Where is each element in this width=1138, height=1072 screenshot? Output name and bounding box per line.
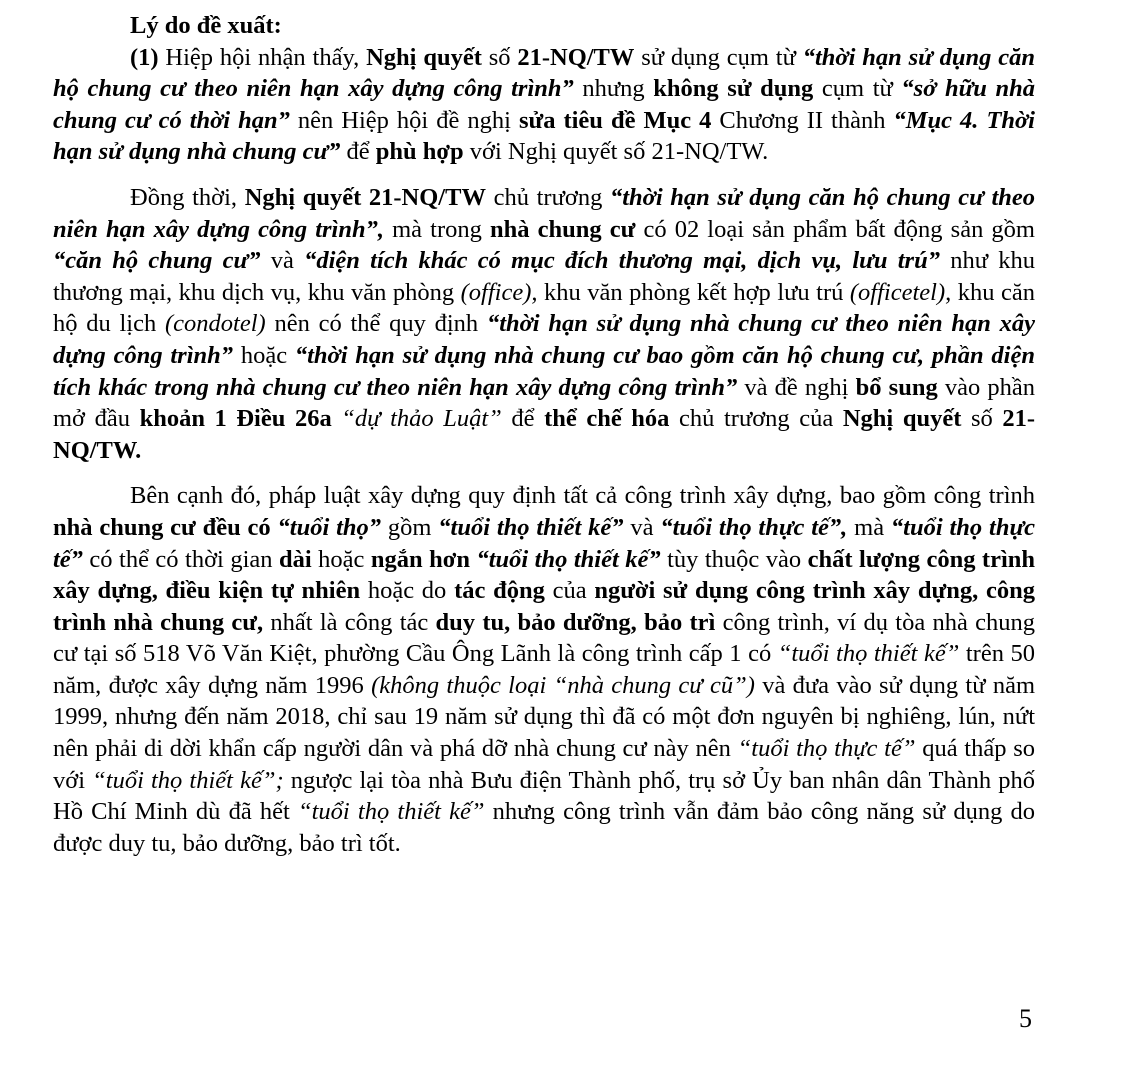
text-run: quá thấp so với <box>53 735 1035 794</box>
text-run: Đồng thời, <box>130 183 245 211</box>
text-run: dài <box>279 545 312 573</box>
text-run: Hiệp hội nhận thấy, <box>158 43 367 71</box>
section-heading: Lý do đề xuất: <box>130 12 282 39</box>
text-run: Nghị quyết <box>842 405 962 433</box>
text-run: nên có thể quy định <box>265 310 487 338</box>
text-run: mà trong <box>383 215 490 243</box>
text-run: số <box>961 405 1003 433</box>
text-run: hoặc <box>311 545 371 573</box>
text-run: tùy thuộc vào <box>660 545 808 573</box>
text-run: 21-NQ/TW <box>517 43 635 71</box>
text-run: sửa tiêu đề Mục 4 <box>518 106 712 134</box>
text-run: “sở hữu nhà chung cư có thời hạn” <box>53 75 1035 134</box>
text-run: (1) <box>130 43 159 71</box>
text-run: khoản 1 Điều 26a <box>139 405 332 433</box>
text-run: thể chế hóa <box>544 405 670 433</box>
text-run: “tuổi thọ thiết kế” <box>438 513 624 541</box>
text-run: chất lượng công trình xây dựng, điều kiện tự nhiên <box>53 545 1036 605</box>
text-run: (office), <box>460 278 538 306</box>
text-run: để <box>501 405 545 433</box>
text-run: “căn hộ chung cư” <box>53 247 261 275</box>
text-run: “dự thảo Luật” <box>331 405 502 433</box>
text-run: ngược lại tòa nhà Bưu điện Thành phố, trụ sở Ủy ban nhân dân Thành phố Hồ Chí Minh dù đã hết <box>53 766 1035 826</box>
text-run: và <box>260 247 305 275</box>
text-run: nhưng <box>573 75 654 103</box>
text-run: “tuổi thọ thực tế”, <box>660 513 848 541</box>
text-run: và đề nghị <box>737 373 856 401</box>
text-run: công trình, ví dụ tòa nhà chung cư tại số 518 Võ Văn Kiệt, phường Cầu Ông Lãnh là công trình cấp 1 có <box>53 608 1036 668</box>
text-run: “tuổi thọ thiết kế” <box>476 545 661 573</box>
text-run: nhất là công tác <box>263 608 436 636</box>
text-run: “diện tích khác có mục đích thương mại, dịch vụ, lưu trú” <box>304 247 940 275</box>
text-run: phù hợp <box>375 138 464 166</box>
text-run: “thời hạn sử dụng nhà chung cư bao gồm căn hộ chung cư, phần diện tích khác trong nhà chung cư theo niên hạn xây dựng công trình” <box>53 341 1035 401</box>
text-run: “thời hạn sử dụng căn hộ chung cư theo niên hạn xây dựng công trình” <box>53 43 1035 103</box>
text-run: khu căn hộ du lịch <box>53 278 1036 338</box>
text-run: với Nghị quyết số 21-NQ/TW. <box>463 138 769 166</box>
text-run <box>271 514 278 541</box>
paragraph <box>53 182 1035 466</box>
paragraph <box>53 480 1035 859</box>
text-run: không sử dụng <box>653 75 814 103</box>
text-run: có 02 loại sản phẩm bất động sản gồm <box>635 215 1035 243</box>
text-run: Chương II thành <box>711 106 894 134</box>
text-run: mà <box>847 513 891 541</box>
text-run: “Mục 4. Thời hạn sử dụng nhà chung cư” <box>53 106 1035 166</box>
text-run: “thời hạn sử dụng căn hộ chung cư theo niên hạn xây dựng công trình”, <box>53 183 1036 243</box>
text-run: hoặc do <box>360 577 455 605</box>
text-run: Bên cạnh đó, pháp luật xây dựng quy định tất cả công trình xây dựng, bao gồm công trình <box>130 482 1035 510</box>
text-run: và đưa vào sử dụng từ năm 1999, nhưng đến năm 2018, chỉ sau 19 năm sử dụng thì đã có một đơn nguyên bị nghiêng, lún, nứt nên phải di dời khẩn cấp người dân và phá dỡ nhà chung cư này nên <box>53 671 1036 763</box>
text-run: hoặc <box>233 341 295 369</box>
text-run: số <box>481 43 518 71</box>
text-run: “thời hạn sử dụng nhà chung cư theo niên hạn xây dựng công trình” <box>53 310 1035 369</box>
text-run: người sử dụng công trình xây dựng, công trình nhà chung cư, <box>53 577 1035 636</box>
text-run: nhưng công trình vẫn đảm bảo công năng sử dụng do được duy tu, bảo dưỡng, bảo trì tốt. <box>53 798 1035 857</box>
text-run: bổ sung <box>855 373 938 401</box>
text-run: cụm từ <box>813 75 902 103</box>
text-run: khu văn phòng kết hợp lưu trú <box>537 278 850 306</box>
text-run: gồm <box>381 513 439 541</box>
text-run: có thể có thời gian <box>82 545 279 573</box>
text-run: sử dụng cụm từ <box>634 43 803 71</box>
text-run: “tuổi thọ” <box>277 513 382 541</box>
text-run: “tuổi thọ thiết kế”; <box>92 766 284 794</box>
text-run: nên Hiệp hội đề nghị <box>289 106 519 134</box>
text-run: và <box>623 513 661 541</box>
text-run: (không thuộc loại “nhà chung cư cũ”) <box>371 671 755 699</box>
text-run: nhà chung cư <box>490 215 636 243</box>
paragraph <box>53 42 1035 168</box>
text-run: “tuổi thọ thiết kế” <box>298 798 485 826</box>
page-number: 5 <box>1019 1004 1032 1033</box>
text-run: 21-NQ/TW. <box>53 405 1035 464</box>
text-run: “tuổi thọ thực tế” <box>737 735 916 763</box>
text-run: như khu thương mại, khu dịch vụ, khu văn phòng <box>53 247 1035 306</box>
text-run: trên 50 năm, được xây dựng năm 1996 <box>53 640 1035 699</box>
text-run: duy tu, bảo dưỡng, bảo trì <box>435 608 716 636</box>
text-run: “tuổi thọ thiết kế” <box>777 640 960 668</box>
text-run: chủ trương <box>485 183 610 211</box>
text-run: Nghị quyết 21-NQ/TW <box>244 183 486 211</box>
text-run: nhà chung cư đều có <box>53 513 271 541</box>
text-run: vào phần mở đầu <box>53 373 1035 433</box>
text-run: (officetel), <box>849 278 952 306</box>
text-run: Nghị quyết <box>366 43 482 71</box>
text-run: để <box>340 138 376 166</box>
text-run: tác động <box>454 577 545 605</box>
document-page <box>53 10 1035 873</box>
text-run: của <box>544 577 595 605</box>
text-run: “tuổi thọ thực tế” <box>53 513 1036 573</box>
text-run: (condotel) <box>165 310 266 338</box>
text-run: ngắn hơn <box>370 545 470 573</box>
text-run: chủ trương của <box>669 405 843 433</box>
